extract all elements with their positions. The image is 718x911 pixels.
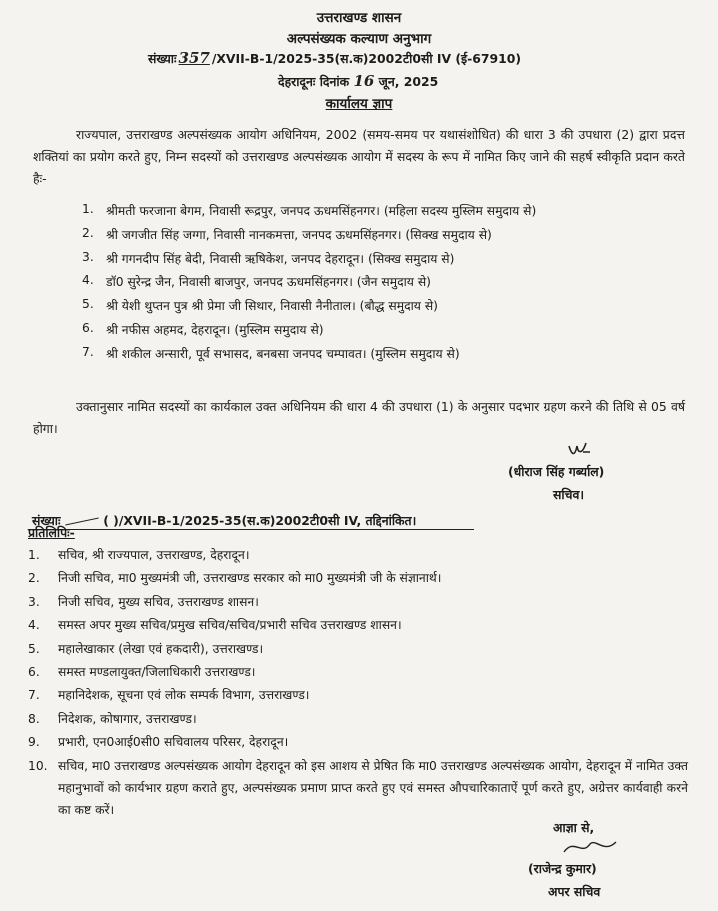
- signatory-designation: सचिव।: [553, 487, 585, 502]
- endorsement-underline: [32, 529, 474, 530]
- tenure-paragraph: उक्तानुसार नामित सदस्यों का कार्यकाल उक्त अधिनियम की धारा 4 की उपधारा (1) के अनुसार पदभार ग्रहण करने की तिथि से 05 वर्ष होगा।: [33, 399, 685, 436]
- document-type-heading: कार्यालय ज्ञाप: [325, 96, 393, 112]
- copy-heading: प्रतिलिपिः-: [28, 525, 75, 540]
- item-text: निदेशक, कोषागार, उत्तराखण्ड।: [58, 711, 197, 726]
- list-item: [82, 321, 536, 345]
- doc-type-wrap: [0, 93, 718, 112]
- item-text: समस्त मण्डलायुक्त/जिलाधिकारी उत्तराखण्ड।: [58, 664, 256, 679]
- item-number: 1.: [28, 548, 40, 562]
- item-number: 10.: [28, 758, 48, 773]
- list-item: [82, 297, 536, 321]
- item-number: 2.: [82, 225, 94, 240]
- government-name: उत्तराखण्ड शासन: [316, 10, 402, 26]
- item-number: 3.: [82, 249, 94, 264]
- item-number: 1.: [82, 202, 94, 216]
- intro-paragraph: राज्यपाल, उत्तराखण्ड अल्पसंख्यक आयोग अधिनियम, 2002 (समय-समय पर यथासंशोधित) की धारा 3 की उपधारा (2) द्वारा प्रदत्त शक्तियां का प्रयोग करते हुए, निम्न सदस्यों को उत्तराखण्ड अल्पसंख्यक आयोग में सदस्य के रूप में नामित किए जाने की सहर्ष स्वीकृति प्रदान करते हैः-: [33, 127, 685, 186]
- item-number: 5.: [82, 297, 94, 312]
- by-order-text: आज्ञा से,: [553, 820, 595, 835]
- list-item: [28, 755, 688, 821]
- list-item: [28, 544, 688, 566]
- endorsement-prefix: संख्याः: [32, 513, 61, 528]
- item-text: महालेखाकार (लेखा एवं हकदारी), उत्तराखण्ड।: [58, 641, 264, 656]
- signature-mark: [560, 836, 620, 860]
- item-text: श्रीमती फरजाना बेगम, निवासी रूद्रपुर, जनपद ऊधमसिंहनगर। (महिला सदस्य मुस्लिम समुदाय से): [106, 204, 537, 218]
- reference-handwritten-number: 357: [178, 49, 210, 67]
- list-item: [82, 273, 536, 297]
- item-number: 8.: [28, 711, 40, 726]
- endorsement-reference: [32, 510, 416, 531]
- reference-suffix: /XVII-B-1/2025-35(स.क)2002टी0सी IV (ई-67910): [211, 51, 522, 66]
- list-item: [82, 345, 536, 369]
- list-item: [82, 250, 536, 274]
- item-number: 4.: [82, 273, 94, 288]
- item-text: श्री गगनदीप सिंह बेदी, निवासी ऋषिकेश, जनपद देहरादून। (सिक्ख समुदाय से): [106, 251, 455, 266]
- list-item: [28, 567, 688, 589]
- signature-mark: [566, 440, 592, 462]
- item-number: 7.: [28, 688, 40, 703]
- list-item: [28, 708, 688, 730]
- date-suffix: जून, 2025: [378, 74, 439, 89]
- department-name: अल्पसंख्यक कल्याण अनुभाग: [286, 31, 432, 47]
- item-number: 3.: [28, 594, 40, 609]
- item-text: श्री नफीस अहमद, देहरादून। (मुस्लिम समुदाय से): [106, 322, 324, 337]
- item-text: श्री शकील अन्सारी, पूर्व सभासद, बनबसा जनपद चम्पावत। (मुस्लिम समुदाय से): [106, 346, 460, 361]
- members-list: [82, 202, 536, 369]
- item-text: सचिव, श्री राज्यपाल, उत्तराखण्ड, देहरादून।: [58, 548, 250, 562]
- item-number: 2.: [28, 571, 40, 586]
- copy-recipients-list: [28, 544, 688, 822]
- endorsement-blank: ( ): [103, 513, 119, 528]
- item-text: प्रभारी, एन0आई0सी0 सचिवालय परिसर, देहरादून।: [58, 735, 289, 750]
- signatory-name: (राजेन्द्र कुमार): [528, 861, 597, 876]
- date-handwritten-day: 16: [353, 72, 375, 90]
- item-text: निजी सचिव, मुख्य सचिव, उत्तराखण्ड शासन।: [58, 594, 259, 609]
- item-text: निजी सचिव, मा0 मुख्यमंत्री जी, उत्तराखण्ड सरकार को मा0 मुख्यमंत्री जी के संज्ञानार्थ।: [58, 571, 442, 586]
- signatory-name: (धीराज सिंह गर्ब्याल): [508, 464, 605, 479]
- list-item: [28, 684, 688, 706]
- item-text: महानिदेशक, सूचना एवं लोक सम्पर्क विभाग, उत्तराखण्ड।: [58, 688, 310, 703]
- item-number: 4.: [28, 618, 40, 633]
- list-item: [28, 591, 688, 613]
- item-number: 9.: [28, 735, 40, 750]
- list-item: [28, 638, 688, 660]
- item-number: 6.: [28, 664, 40, 679]
- list-item: [82, 202, 536, 226]
- item-text: सचिव, मा0 उत्तराखण्ड अल्पसंख्यक आयोग देहरादून को इस आशय से प्रेषित कि मा0 उत्तराखण्ड अल्पसंख्यक आयोग, देहरादून में नामित उक्त महानुभावों को कार्यभार ग्रहण कराते हुए, अल्पसंख्यक प्रमाण प्राप्त करते हुए एवं समस्त औपचारिकाताऐं पूर्ण करते हुए, अग्रेत्तर कार्यवाही करने का कष्ट करें।: [58, 758, 688, 817]
- list-item: [82, 226, 536, 250]
- item-text: श्री येशी थुप्तन पुत्र श्री प्रेमा जी सिथार, निवासी नैनीताल। (बौद्ध समुदाय से): [106, 299, 438, 314]
- item-number: 6.: [82, 320, 94, 335]
- reference-number: [148, 48, 521, 69]
- item-number: 7.: [82, 344, 94, 359]
- item-text: डॉ0 सुरेन्द्र जैन, निवासी बाजपुर, जनपद ऊधमसिंहनगर। (जैन समुदाय से): [106, 275, 431, 290]
- reference-prefix: संख्याः: [148, 51, 177, 66]
- item-text: श्री जगजीत सिंह जग्गा, निवासी नानकमत्ता, जनपद ऊधमसिंहनगर। (सिक्ख समुदाय से): [106, 227, 492, 242]
- list-item: [28, 731, 688, 753]
- list-item: [28, 614, 688, 636]
- item-number: 5.: [28, 641, 40, 656]
- endorsement-suffix: /XVII-B-1/2025-35(स.क)2002टी0सी IV, तद्दिनांकित।: [118, 513, 417, 528]
- date-prefix: देहरादूनः दिनांक: [278, 74, 350, 89]
- item-text: समस्त अपर मुख्य सचिव/प्रमुख सचिव/सचिव/प्रभारी सचिव उत्तराखण्ड शासन।: [58, 618, 402, 633]
- signatory-designation: अपर सचिव: [548, 884, 601, 899]
- issue-date: [278, 71, 438, 92]
- list-item: [28, 661, 688, 683]
